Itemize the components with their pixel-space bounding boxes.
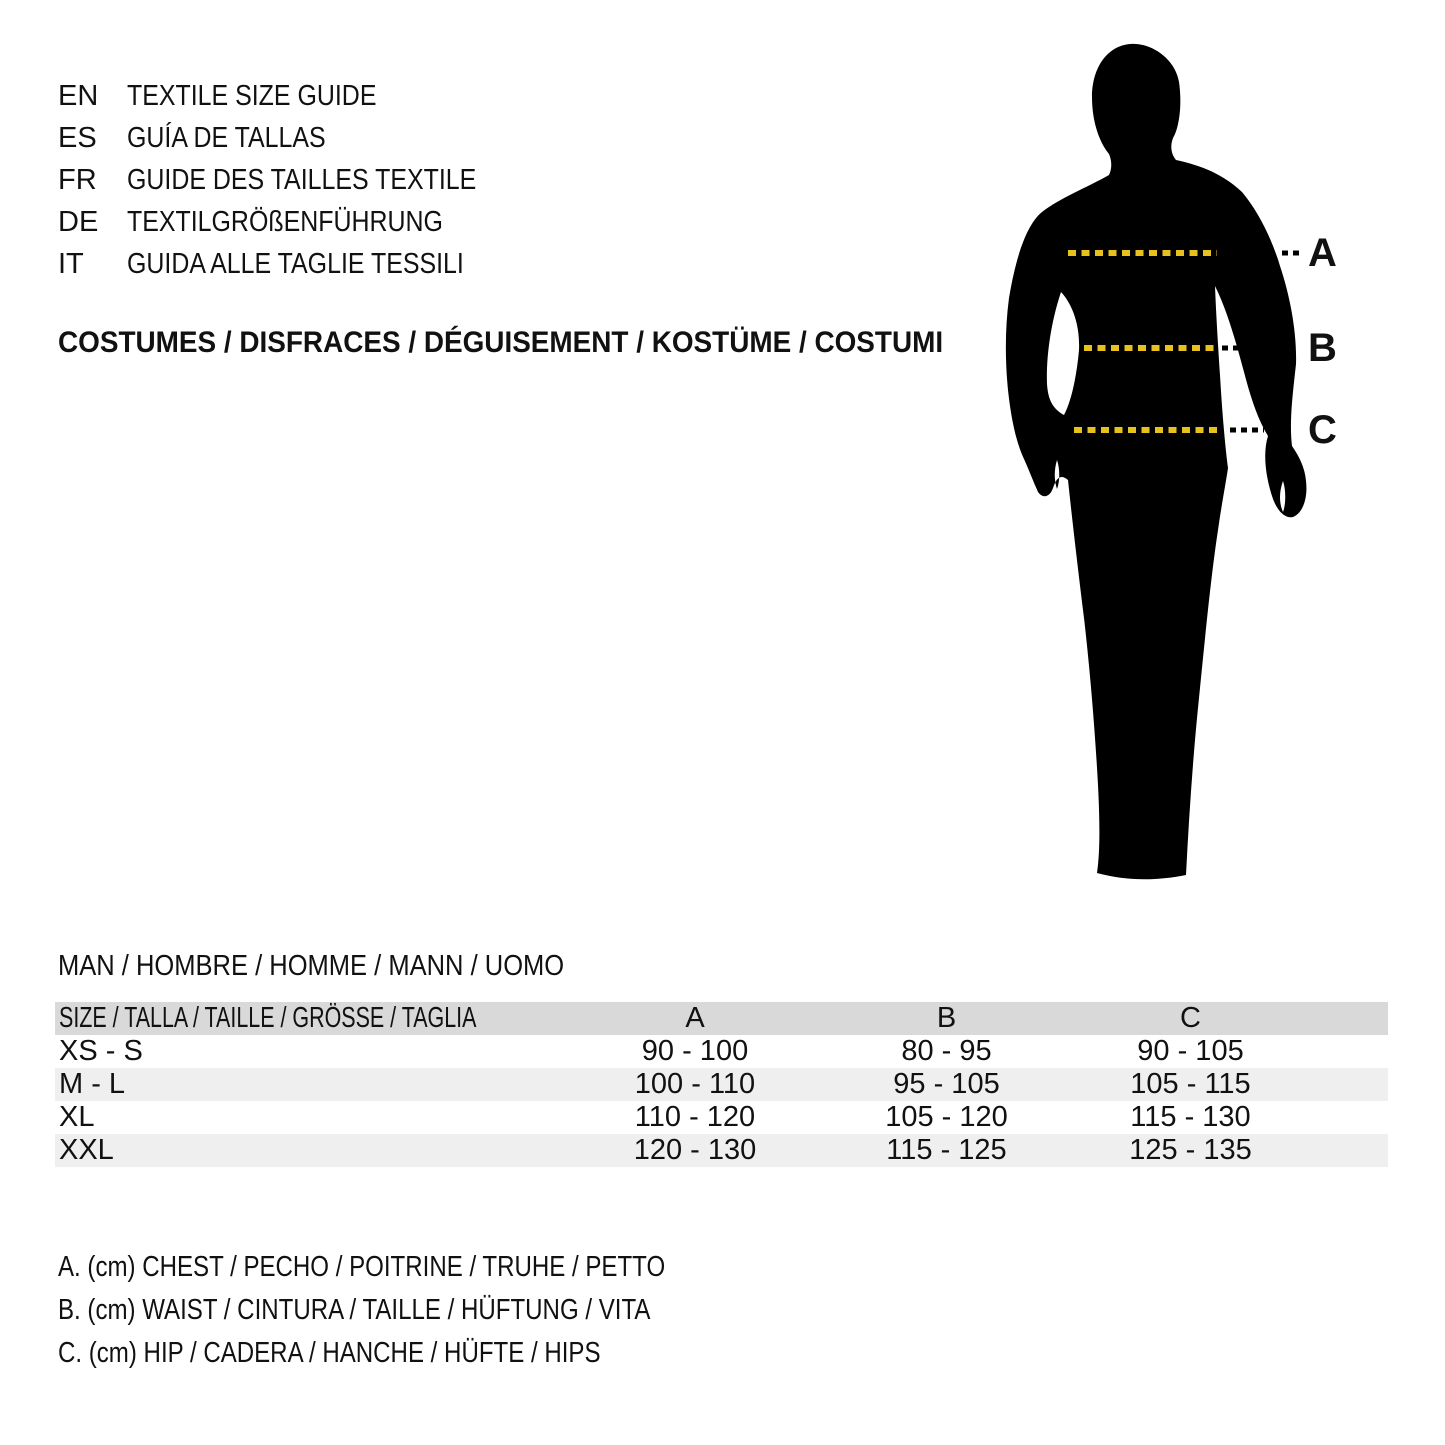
size-table-row-xxl — [55, 1134, 1388, 1167]
guide-title: TEXTILGRÖßENFÜHRUNG — [127, 206, 443, 238]
chest-range: 100 - 110 — [634, 1068, 756, 1100]
waist-range: 80 - 95 — [901, 1035, 992, 1067]
language-code: ES — [58, 122, 97, 154]
note-waist — [58, 1289, 790, 1332]
spacer-cell — [1313, 1002, 1388, 1035]
note-chest-text: A. (cm) CHEST / PECHO / POITRINE / TRUHE / PETTO — [58, 1251, 666, 1283]
language-row — [58, 243, 533, 285]
language-code: IT — [58, 248, 84, 280]
man-silhouette-path — [1006, 44, 1307, 879]
man-silhouette — [980, 40, 1420, 890]
guide-title: GUÍA DE TALLAS — [127, 122, 326, 154]
column-header-a: A — [685, 1002, 705, 1034]
size-column-header-text: SIZE / TALLA / TAILLE / GRÖSSE / TAGLIA — [59, 1002, 477, 1034]
spacer-cell — [1313, 1134, 1388, 1167]
language-code: DE — [58, 206, 99, 238]
size-table-header-row — [55, 1002, 1388, 1035]
size-table — [55, 1002, 1388, 1167]
hip-range: 90 - 105 — [1137, 1035, 1244, 1067]
language-code: FR — [58, 164, 97, 196]
hip-range: 125 - 135 — [1129, 1134, 1252, 1166]
category-heading: COSTUMES / DISFRACES / DÉGUISEMENT / KOSTÜME / COSTUMI — [58, 326, 944, 359]
marker-chest-label: A — [1308, 231, 1337, 275]
language-code: EN — [58, 80, 99, 112]
size-label: XXL — [59, 1134, 114, 1166]
measurement-notes — [58, 1246, 790, 1375]
note-hip-text: C. (cm) HIP / CADERA / HANCHE / HÜFTE / HIPS — [58, 1337, 601, 1369]
size-label: M - L — [59, 1068, 126, 1100]
waist-range: 115 - 125 — [886, 1134, 1007, 1166]
gender-heading-text: MAN / HOMBRE / HOMME / MANN / UOMO — [58, 950, 565, 982]
spacer-cell — [1313, 1101, 1388, 1134]
gender-heading — [58, 951, 633, 981]
size-table-row-m-l — [55, 1068, 1388, 1101]
language-row — [58, 201, 533, 243]
waist-range: 105 - 120 — [885, 1101, 1008, 1133]
size-label: XS - S — [59, 1035, 143, 1067]
note-hip — [58, 1332, 790, 1375]
body-measurement-figure — [980, 40, 1420, 890]
language-title-list — [58, 75, 533, 285]
spacer-cell — [1313, 1068, 1388, 1101]
column-header-b: B — [936, 1002, 957, 1034]
guide-title: GUIDA ALLE TAGLIE TESSILI — [127, 248, 464, 280]
guide-title: TEXTILE SIZE GUIDE — [127, 80, 377, 112]
language-row — [58, 159, 533, 201]
size-table-row-xs-s — [55, 1035, 1388, 1068]
column-header-c: C — [1180, 1002, 1201, 1034]
note-chest — [58, 1246, 790, 1289]
size-table-row-xl — [55, 1101, 1388, 1134]
guide-title: GUIDE DES TAILLES TEXTILE — [127, 164, 477, 196]
note-waist-text: B. (cm) WAIST / CINTURA / TAILLE / HÜFTUNG / VITA — [58, 1294, 651, 1326]
marker-hip-label: C — [1308, 408, 1337, 452]
spacer-cell — [1313, 1035, 1388, 1068]
chest-range: 120 - 130 — [633, 1134, 757, 1166]
size-column-header — [55, 1002, 565, 1035]
size-label: XL — [59, 1101, 95, 1133]
language-row — [58, 117, 533, 159]
marker-waist-label: B — [1308, 326, 1337, 370]
hip-range: 115 - 130 — [1130, 1101, 1251, 1133]
waist-range: 95 - 105 — [893, 1068, 1000, 1100]
chest-range: 90 - 100 — [641, 1035, 749, 1067]
language-row — [58, 75, 533, 117]
hip-range: 105 - 115 — [1130, 1068, 1251, 1100]
chest-range: 110 - 120 — [634, 1101, 756, 1133]
